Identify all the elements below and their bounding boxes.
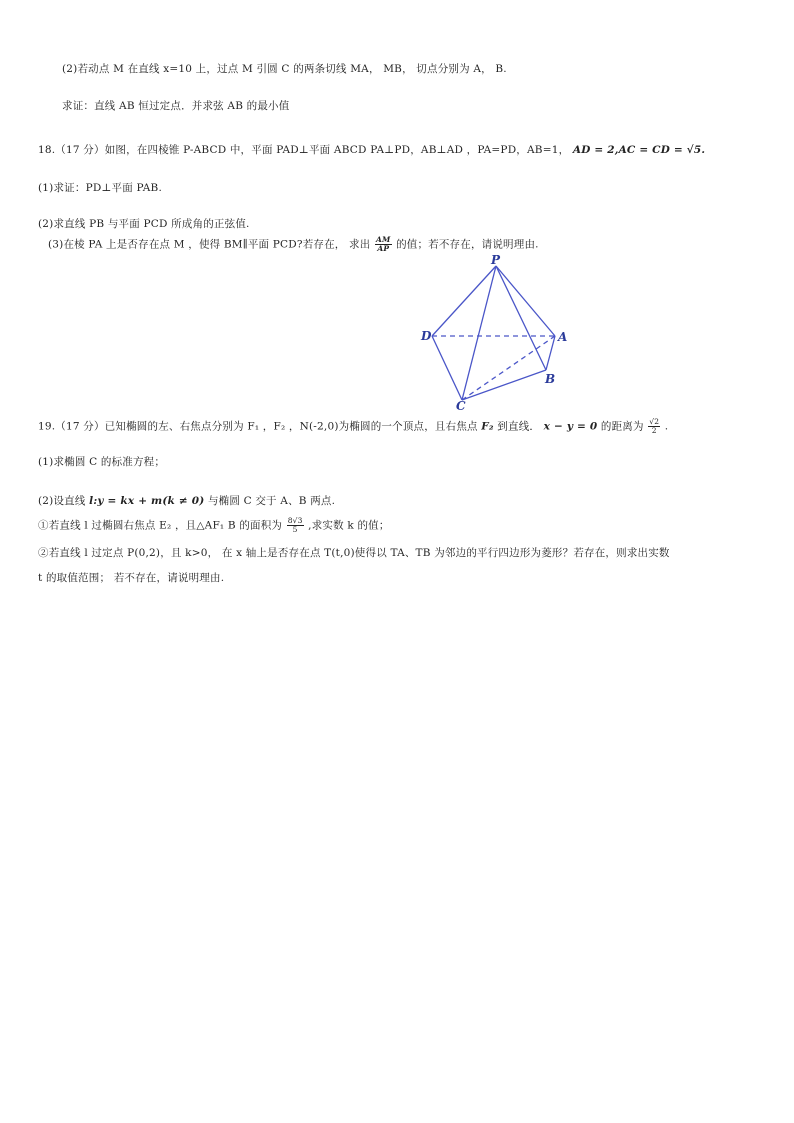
edge-DC (432, 336, 462, 400)
q18-part3-before: (3)在棱 PA 上是否存在点 M ，使得 BM∥平面 PCD?若存在， 求出 (48, 238, 371, 251)
q19-frac-num: √2 (649, 417, 660, 426)
q19-sub1-frac-num: 8√3 (287, 516, 303, 525)
q17-part2: (2)若动点 M 在直线 x=10 上，过点 M 引圆 C 的两条切线 MA， MB， 切点分别为 A， B. (62, 63, 507, 75)
q19-frac-den: 2 (651, 426, 657, 435)
edge-PA (496, 266, 555, 336)
q19-stem-fraction (648, 418, 660, 435)
q19-stem-before: 19.（17 分）已知椭圆的左、右焦点分别为 F₁ ，F₂ ，N(-2,0)为椭圆的一个顶点，且右焦点 (38, 420, 478, 433)
q19-sub2-line1: ②若直线 l 过定点 P(0,2)，且 k>0， 在 x 轴上是否存在点 T(t,0)使得以 TA、TB 为邻边的平行四边形为菱形？若存在，则求出实数 (38, 547, 670, 559)
label-P: P (491, 253, 501, 267)
label-B: B (545, 372, 556, 386)
q19-stem-line: x − y = 0 (543, 420, 598, 433)
q19-part2-math: l:y = kx + m(k ≠ 0) (89, 495, 205, 507)
q19-stem-end: . (664, 420, 669, 433)
q19-stem-mid: 到直线． (497, 420, 541, 433)
q18-frac-num: AM (375, 235, 391, 244)
q19-part1: (1)求椭圆 C 的标准方程； (38, 456, 166, 468)
q19-part2-after: 与椭圆 C 交于 A、B 两点. (207, 495, 336, 507)
q18-part2: (2)求直线 PB 与平面 PCD 所成角的正弦值. (38, 218, 250, 230)
q18-part1: (1)求证：PD⊥平面 PAB. (38, 182, 163, 194)
label-C: C (456, 399, 466, 412)
q17-proof: 求证：直线 AB 恒过定点．并求弦 AB 的最小值 (62, 100, 290, 112)
edge-CB (462, 370, 546, 400)
q18-frac-den: AP (377, 244, 390, 253)
q19-sub1 (38, 517, 390, 534)
q18-stem (38, 143, 705, 157)
edge-PD (432, 266, 496, 336)
q19-stem-dist: 的距离为 (600, 420, 644, 433)
q18-stem-math: AD = 2,AC = CD = √5. (572, 144, 706, 156)
q19-sub1-frac-den: 5 (292, 525, 298, 534)
label-D: D (421, 329, 432, 343)
q19-sub1-before: ①若直线 l 过椭圆右焦点 E₂ ，且△AF₁ B 的面积为 (38, 519, 283, 532)
q18-part3 (48, 236, 539, 253)
edge-PC (462, 266, 496, 400)
q19-sub2-line2: t 的取值范围； 若不存在，请说明理由. (38, 572, 225, 584)
q19-stem-f2: F₂ (481, 420, 494, 433)
q19-part2-before: (2)设直线 (38, 495, 86, 507)
q19-sub1-after: ,求实数 k 的值； (308, 519, 390, 532)
q18-stem-text: 18.（17 分）如图，在四棱锥 P-ABCD 中，平面 PAD⊥平面 ABCD PA⊥PD，AB⊥AD ，PA=PD，AB=1， (38, 144, 570, 156)
q19-sub1-fraction (287, 517, 304, 534)
q18-part3-after: 的值；若不存在，请说明理由. (396, 238, 539, 251)
pyramid-figure (418, 252, 578, 412)
q19-stem (38, 418, 668, 435)
q19-part2 (38, 494, 335, 508)
label-A: A (558, 330, 568, 344)
edge-PB (496, 266, 546, 370)
q18-part3-fraction (375, 236, 392, 253)
